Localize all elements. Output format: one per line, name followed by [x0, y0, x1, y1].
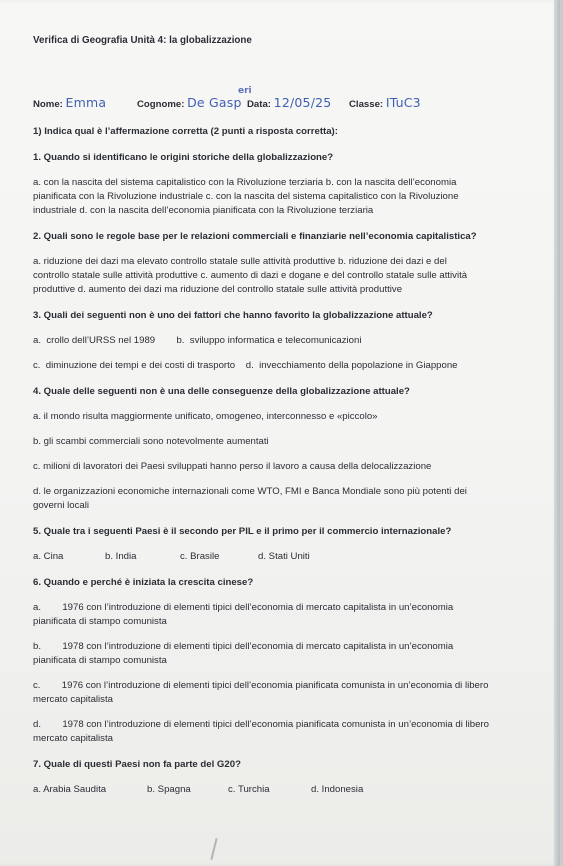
- question-7-options: [33, 783, 543, 797]
- question-1: 1. Quando si identificano le origini storiche della globalizzazione?: [33, 152, 334, 163]
- cognome-label: Cognome:: [137, 99, 185, 110]
- nome-label: Nome:: [33, 99, 63, 110]
- question-6-option-d: [33, 718, 543, 746]
- instructions: 1) Indica qual è l’affermazione corretta (2 punti a risposta corretta):: [33, 126, 338, 137]
- cognome-field: [137, 96, 242, 112]
- question-2-options: [33, 255, 543, 297]
- question-3-options-ab: a. crollo dell’URSS nel 1989 b. sviluppo informatica e telecomunicazioni: [33, 335, 362, 346]
- option-line: c. 1976 con l’introduzione di elementi tipici dell’economia pianificata comunista in un’economia di libero: [33, 680, 489, 691]
- classe-value: ITuC3: [385, 95, 421, 110]
- option-b: b. India: [105, 551, 137, 562]
- paper-edge: [554, 0, 560, 866]
- question-6-option-a: [33, 601, 543, 629]
- nome-value: Emma: [65, 95, 107, 110]
- classe-field: [349, 96, 421, 112]
- question-2: 2. Quali sono le regole base per le relazioni commerciali e finanziarie nell’economia capitalistica?: [33, 231, 477, 242]
- cognome-value: De Gasp: [187, 95, 242, 110]
- page-title: Verifica di Geografia Unità 4: la globalizzazione: [33, 35, 252, 46]
- option-line: a. con la nascita del sistema capitalistico con la Rivoluzione terziaria b. con la nascita dell’economia: [33, 177, 457, 188]
- question-4-option-a: a. il mondo risulta maggiormente unificato, omogeneo, interconnesso e «piccolo»: [33, 411, 378, 422]
- option-line: produttive d. aumento dei dazi ma riduzione del controllo statale sulle attività produttive: [33, 284, 403, 295]
- option-line: industriale d. con la nascita dell’economia pianificata con la Rivoluzione terziaria: [33, 205, 374, 216]
- question-4-option-b: b. gli scambi commerciali sono notevolmente aumentati: [33, 436, 269, 447]
- question-7: 7. Quale di questi Paesi non fa parte del G20?: [33, 759, 241, 770]
- pencil-mark: [210, 838, 217, 860]
- sheet-content: [33, 34, 543, 797]
- data-value: 12/05/25: [273, 95, 332, 110]
- classe-label: Classe:: [349, 99, 384, 110]
- option-line: governi locali: [33, 500, 89, 511]
- option-line: b. 1978 con l’introduzione di elementi tipici dell’economia di mercato capitalista in un’economia: [33, 641, 454, 652]
- question-4: 4. Quale delle seguenti non è una delle conseguenze della globalizzazione attuale?: [33, 386, 410, 397]
- option-d: d. Stati Uniti: [258, 551, 310, 562]
- option-line: d. le organizzazioni economiche internazionali come WTO, FMI e Banca Mondiale sono più potenti dei: [33, 486, 467, 497]
- option-line: pianificata di stampo comunista: [33, 616, 167, 627]
- option-d: d. Indonesia: [311, 784, 364, 795]
- question-3-options-cd: c. diminuzione dei tempi e dei costi di trasporto d. invecchiamento della popolazione in Giappone: [33, 360, 458, 371]
- question-4-option-c: c. milioni di lavoratori dei Paesi sviluppati hanno perso il lavoro a causa della delocalizzazione: [33, 461, 432, 472]
- option-c: c. Brasile: [180, 551, 220, 562]
- question-6-option-c: [33, 679, 543, 707]
- question-5-options: [33, 550, 543, 564]
- question-1-options: [33, 176, 543, 218]
- option-line: a. riduzione dei dazi ma elevato controllo statale sulle attività produttive b. riduzione dei dazi e del: [33, 256, 447, 267]
- option-line: pianificata di stampo comunista: [33, 655, 167, 666]
- data-label: Data:: [247, 99, 271, 110]
- option-line: pianificata con la Rivoluzione industriale c. con la nascita del sistema capitalistico con la Rivoluzione: [33, 191, 459, 202]
- option-line: a. 1976 con l’introduzione di elementi tipici dell’economia di mercato capitalista in un’economia: [33, 602, 454, 613]
- student-header: [33, 88, 543, 112]
- option-line: controllo statale sulle attività produttive c. aumento di dazi e dogane e del controllo statale sulle attività: [33, 270, 468, 281]
- data-field: [247, 96, 331, 112]
- question-5: 5. Quale tra i seguenti Paesi è il secondo per PIL e il primo per il commercio internazionale?: [33, 526, 452, 537]
- question-4-option-d: [33, 485, 543, 513]
- nome-field: [33, 96, 106, 112]
- cognome-suffix: eri: [238, 86, 252, 96]
- option-line: d. 1978 con l’introduzione di elementi tipici dell’economia pianificata comunista in un’economia di libero: [33, 719, 489, 730]
- option-line: mercato capitalista: [33, 694, 113, 705]
- option-line: mercato capitalista: [33, 733, 113, 744]
- question-6-option-b: [33, 640, 543, 668]
- option-c: c. Turchia: [228, 784, 270, 795]
- question-6: 6. Quando e perché è iniziata la crescita cinese?: [33, 577, 254, 588]
- question-3: 3. Quali dei seguenti non è uno dei fattori che hanno favorito la globalizzazione attuale?: [33, 310, 433, 321]
- option-b: b. Spagna: [147, 784, 191, 795]
- option-a: a. Arabia Saudita: [33, 784, 107, 795]
- option-a: a. Cina: [33, 551, 64, 562]
